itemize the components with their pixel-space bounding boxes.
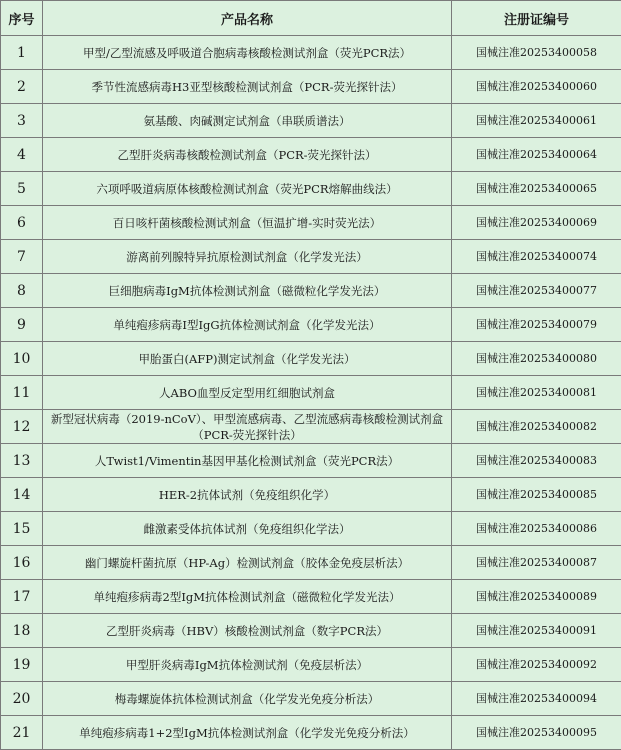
table-row — [1, 240, 621, 274]
row-index: 3 — [1, 104, 43, 138]
row-registration-number: 国械注准20253400058 — [452, 36, 621, 70]
table-row — [1, 580, 621, 614]
row-product-name: 巨细胞病毒IgM抗体检测试剂盒（磁微粒化学发光法） — [43, 274, 452, 308]
row-registration-number: 国械注准20253400087 — [452, 546, 621, 580]
row-product-name: 人ABO血型反定型用红细胞试剂盒 — [43, 376, 452, 410]
row-index: 10 — [1, 342, 43, 376]
table-row — [1, 512, 621, 546]
row-index: 16 — [1, 546, 43, 580]
row-registration-number: 国械注准20253400095 — [452, 716, 621, 750]
table-row — [1, 342, 621, 376]
row-product-name: 梅毒螺旋体抗体检测试剂盒（化学发光免疫分析法） — [43, 682, 452, 716]
row-index: 7 — [1, 240, 43, 274]
row-index: 8 — [1, 274, 43, 308]
row-index: 11 — [1, 376, 43, 410]
row-registration-number: 国械注准20253400094 — [452, 682, 621, 716]
table-row — [1, 308, 621, 342]
row-product-name: 新型冠状病毒（2019-nCoV）、甲型流感病毒、乙型流感病毒核酸检测试剂盒（PCR-荧光探针法） — [43, 410, 452, 444]
row-index: 2 — [1, 70, 43, 104]
row-registration-number: 国械注准20253400081 — [452, 376, 621, 410]
row-registration-number: 国械注准20253400083 — [452, 444, 621, 478]
table-row — [1, 376, 621, 410]
row-index: 19 — [1, 648, 43, 682]
table-row — [1, 274, 621, 308]
row-index: 14 — [1, 478, 43, 512]
row-product-name: 游离前列腺特异抗原检测试剂盒（化学发光法） — [43, 240, 452, 274]
row-registration-number: 国械注准20253400091 — [452, 614, 621, 648]
row-index: 12 — [1, 410, 43, 444]
table-row — [1, 138, 621, 172]
row-registration-number: 国械注准20253400061 — [452, 104, 621, 138]
row-product-name: 六项呼吸道病原体核酸检测试剂盒（荧光PCR熔解曲线法） — [43, 172, 452, 206]
row-index: 4 — [1, 138, 43, 172]
row-product-name: 单纯疱疹病毒2型IgM抗体检测试剂盒（磁微粒化学发光法） — [43, 580, 452, 614]
table-row — [1, 648, 621, 682]
row-product-name: 幽门螺旋杆菌抗原（HP-Ag）检测试剂盒（胶体金免疫层析法） — [43, 546, 452, 580]
row-product-name: 人Twist1/Vimentin基因甲基化检测试剂盒（荧光PCR法） — [43, 444, 452, 478]
row-index: 15 — [1, 512, 43, 546]
row-index: 6 — [1, 206, 43, 240]
row-index: 18 — [1, 614, 43, 648]
row-index: 1 — [1, 36, 43, 70]
header-index: 序号 — [1, 1, 43, 36]
row-product-name: 雌激素受体抗体试剂（免疫组织化学法） — [43, 512, 452, 546]
row-registration-number: 国械注准20253400092 — [452, 648, 621, 682]
row-product-name: 乙型肝炎病毒（HBV）核酸检测试剂盒（数字PCR法） — [43, 614, 452, 648]
row-registration-number: 国械注准20253400086 — [452, 512, 621, 546]
row-registration-number: 国械注准20253400079 — [452, 308, 621, 342]
row-index: 21 — [1, 716, 43, 750]
row-product-name: 氨基酸、肉碱测定试剂盒（串联质谱法） — [43, 104, 452, 138]
table-header-row — [1, 1, 621, 36]
row-registration-number: 国械注准20253400064 — [452, 138, 621, 172]
table-row — [1, 444, 621, 478]
row-registration-number: 国械注准20253400060 — [452, 70, 621, 104]
row-registration-number: 国械注准20253400085 — [452, 478, 621, 512]
row-product-name: 单纯疱疹病毒I型IgG抗体检测试剂盒（化学发光法） — [43, 308, 452, 342]
row-product-name: 甲胎蛋白(AFP)测定试剂盒（化学发光法） — [43, 342, 452, 376]
row-registration-number: 国械注准20253400077 — [452, 274, 621, 308]
table-row — [1, 410, 621, 444]
row-product-name: HER-2抗体试剂（免疫组织化学） — [43, 478, 452, 512]
table-row — [1, 614, 621, 648]
table-row — [1, 70, 621, 104]
row-index: 9 — [1, 308, 43, 342]
row-registration-number: 国械注准20253400080 — [452, 342, 621, 376]
row-index: 20 — [1, 682, 43, 716]
row-index: 5 — [1, 172, 43, 206]
row-product-name: 百日咳杆菌核酸检测试剂盒（恒温扩增-实时荧光法） — [43, 206, 452, 240]
row-product-name: 甲型肝炎病毒IgM抗体检测试剂（免疫层析法） — [43, 648, 452, 682]
row-registration-number: 国械注准20253400069 — [452, 206, 621, 240]
row-registration-number: 国械注准20253400065 — [452, 172, 621, 206]
row-registration-number: 国械注准20253400089 — [452, 580, 621, 614]
table-row — [1, 478, 621, 512]
row-product-name: 单纯疱疹病毒1+2型IgM抗体检测试剂盒（化学发光免疫分析法） — [43, 716, 452, 750]
table-row — [1, 682, 621, 716]
table-row — [1, 716, 621, 750]
table-row — [1, 206, 621, 240]
row-product-name: 乙型肝炎病毒核酸检测试剂盒（PCR-荧光探针法） — [43, 138, 452, 172]
row-product-name: 甲型/乙型流感及呼吸道合胞病毒核酸检测试剂盒（荧光PCR法） — [43, 36, 452, 70]
table-row — [1, 36, 621, 70]
table-row — [1, 104, 621, 138]
row-index: 17 — [1, 580, 43, 614]
table-row — [1, 546, 621, 580]
row-index: 13 — [1, 444, 43, 478]
row-registration-number: 国械注准20253400082 — [452, 410, 621, 444]
header-product-name: 产品名称 — [43, 1, 452, 36]
table-row — [1, 172, 621, 206]
header-registration-number: 注册证编号 — [452, 1, 621, 36]
row-registration-number: 国械注准20253400074 — [452, 240, 621, 274]
row-product-name: 季节性流感病毒H3亚型核酸检测试剂盒（PCR-荧光探针法） — [43, 70, 452, 104]
